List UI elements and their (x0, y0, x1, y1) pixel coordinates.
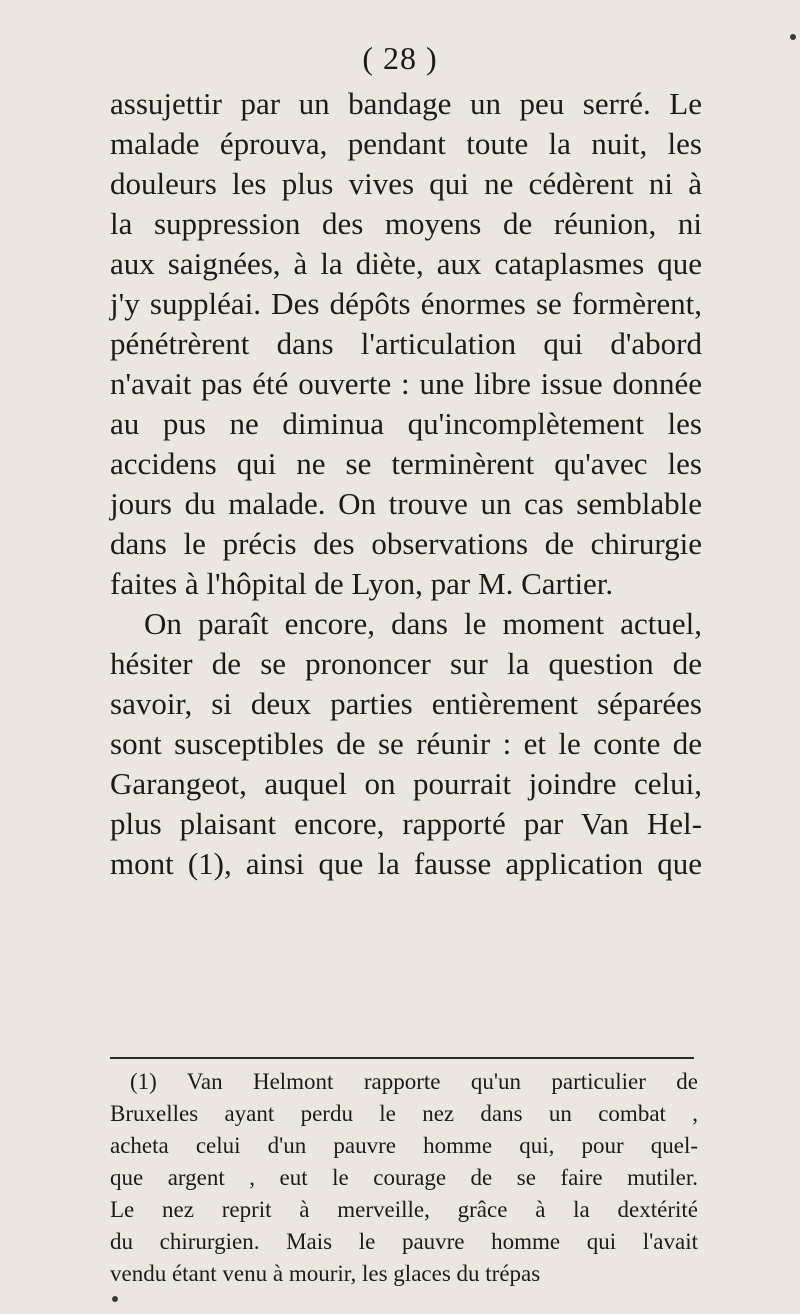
ink-speck (112, 1296, 118, 1302)
text-line: assujettir par un bandage un peu serré. Le (110, 86, 702, 121)
text-line: faites à l'hôpital de Lyon, par M. Cartier. (110, 566, 614, 601)
text-line: mont (1), ainsi que la fausse application que (110, 846, 702, 881)
text-line: hésiter de se prononcer sur la question de (110, 646, 702, 681)
paragraph-start-line: On paraît encore, dans le moment actuel, (144, 606, 702, 641)
footnote-line: acheta celui d'un pauvre homme qui, pour quel- (110, 1133, 698, 1158)
footnote-line: (1) Van Helmont rapporte qu'un particulier de (130, 1069, 698, 1094)
footnote-line: Bruxelles ayant perdu le nez dans un combat , (110, 1101, 698, 1126)
text-line: dans le précis des observations de chirurgie (110, 526, 702, 561)
page-number: ( 28 ) (362, 40, 438, 76)
text-line: au pus ne diminua qu'incomplètement les (110, 406, 702, 441)
text-line: aux saignées, à la diète, aux cataplasmes que (110, 246, 702, 281)
text-line: jours du malade. On trouve un cas semblable (110, 486, 702, 521)
text-line: savoir, si deux parties entièrement séparées (110, 686, 702, 721)
text-line: malade éprouva, pendant toute la nuit, les (110, 126, 702, 161)
footnote-separator (110, 1057, 694, 1059)
text-line: douleurs les plus vives qui ne cédèrent ni à (110, 166, 702, 201)
footnote-line: vendu étant venu à mourir, les glaces du trépas (110, 1261, 541, 1286)
text-line: Garangeot, auquel on pourrait joindre celui, (110, 766, 702, 801)
text-line: n'avait pas été ouverte : une libre issue donnée (110, 366, 702, 401)
footnote-line: du chirurgien. Mais le pauvre homme qui l'avait (110, 1229, 698, 1254)
text-line: pénétrèrent dans l'articulation qui d'abord (110, 326, 702, 361)
text-line: accidens qui ne se terminèrent qu'avec les (110, 446, 702, 481)
footnote-line: Le nez reprit à merveille, grâce à la dextérité (110, 1197, 698, 1222)
footnote (110, 1066, 698, 1290)
text-line: j'y suppléai. Des dépôts énormes se formèrent, (110, 286, 702, 321)
main-text (110, 84, 702, 884)
text-line: plus plaisant encore, rapporté par Van Hel- (110, 806, 702, 841)
text-line: la suppression des moyens de réunion, ni (110, 206, 702, 241)
text-line: sont susceptibles de se réunir : et le conte de (110, 726, 702, 761)
ink-speck (790, 34, 796, 40)
footnote-line: que argent , eut le courage de se faire mutiler. (110, 1165, 698, 1190)
